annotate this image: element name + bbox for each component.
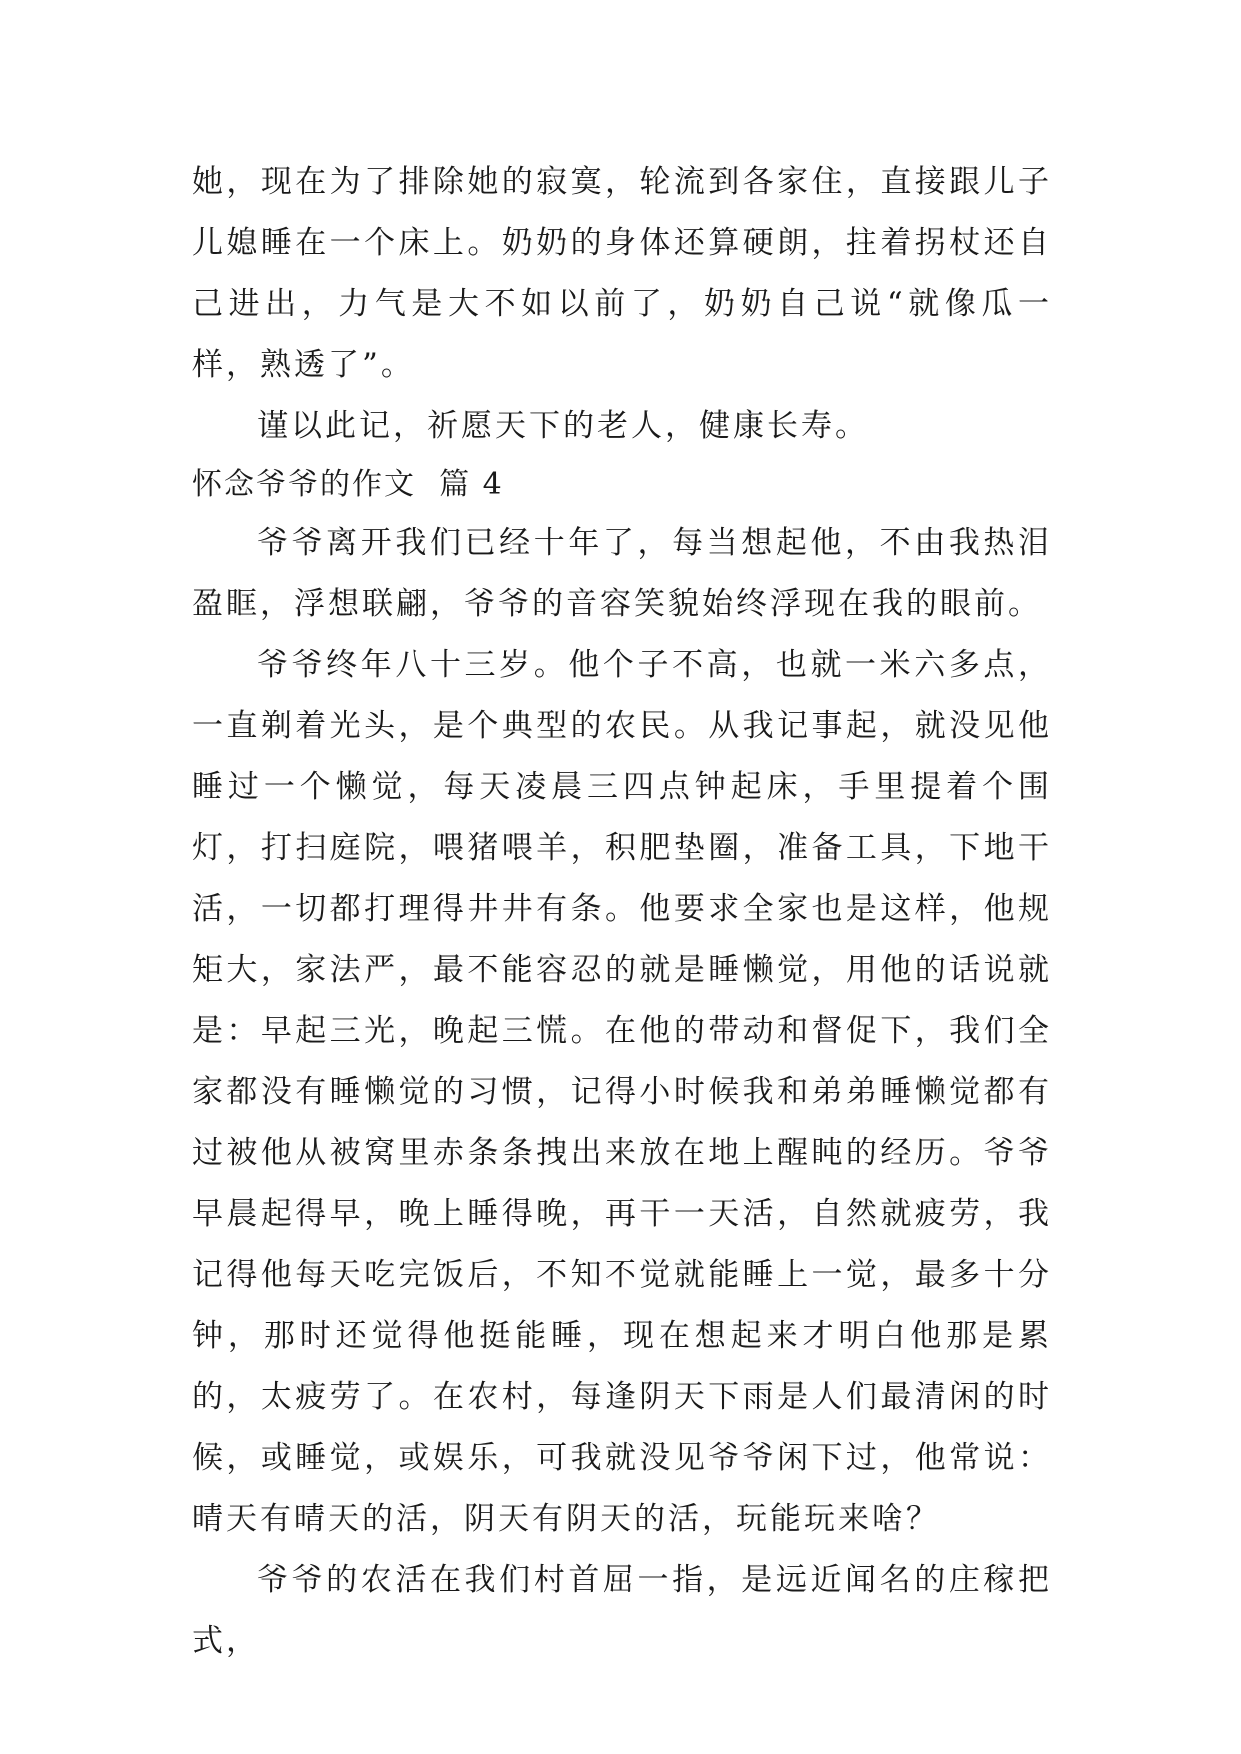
paragraph-wish: 谨以此记，祈愿天下的老人，健康长寿。 — [257, 408, 869, 444]
paragraph-farm-work: 爷爷的农活在我们村首屈一指，是远近闻名的庄稼把式， — [192, 1562, 1052, 1659]
paragraph-continuation: 她，现在为了排除她的寂寞，轮流到各家住，直接跟儿子儿媳睡在一个床上。奶奶的身体还算硬朗，拄着拐杖还自己进出，力气是大不如以前了，奶奶自己说“就像瓜一样，熟透了”。 — [192, 164, 1052, 383]
document-page — [192, 152, 1052, 1672]
paragraph-intro: 爷爷离开我们已经十年了，每当想起他，不由我热泪盈眶，浮想联翩，爷爷的音容笑貌始终浮现在我的眼前。 — [192, 525, 1052, 622]
section-heading: 怀念爷爷的作文 篇 4 — [192, 467, 504, 502]
paragraph-grandpa-habits: 爷爷终年八十三岁。他个子不高，也就一米六多点，一直剃着光头，是个典型的农民。从我记事起，就没见他睡过一个懒觉，每天凌晨三四点钟起床，手里提着个围灯，打扫庭院，喂猪喂羊，积肥垫圈，准备工具，下地干活，一切都打理得井井有条。他要求全家也是这样，他规矩大，家法严，最不能容忍的就是睡懒觉，用他的话说就是：早起三光，晚起三慌。在他的带动和督促下，我们全家都没有睡懒觉的习惯，记得小时候我和弟弟睡懒觉都有过被他从被窝里赤条条拽出来放在地上醒盹的经历。爷爷早晨起得早，晚上睡得晚，再干一天活，自然就疲劳，我记得他每天吃完饭后，不知不觉就能睡上一觉，最多十分钟，那时还觉得他挺能睡，现在想起来才明白他那是累的，太疲劳了。在农村，每逢阴天下雨是人们最清闲的时候，或睡觉，或娱乐，可我就没见爷爷闲下过，他常说：晴天有晴天的活，阴天有阴天的活，玩能玩来啥？ — [192, 647, 1052, 1537]
